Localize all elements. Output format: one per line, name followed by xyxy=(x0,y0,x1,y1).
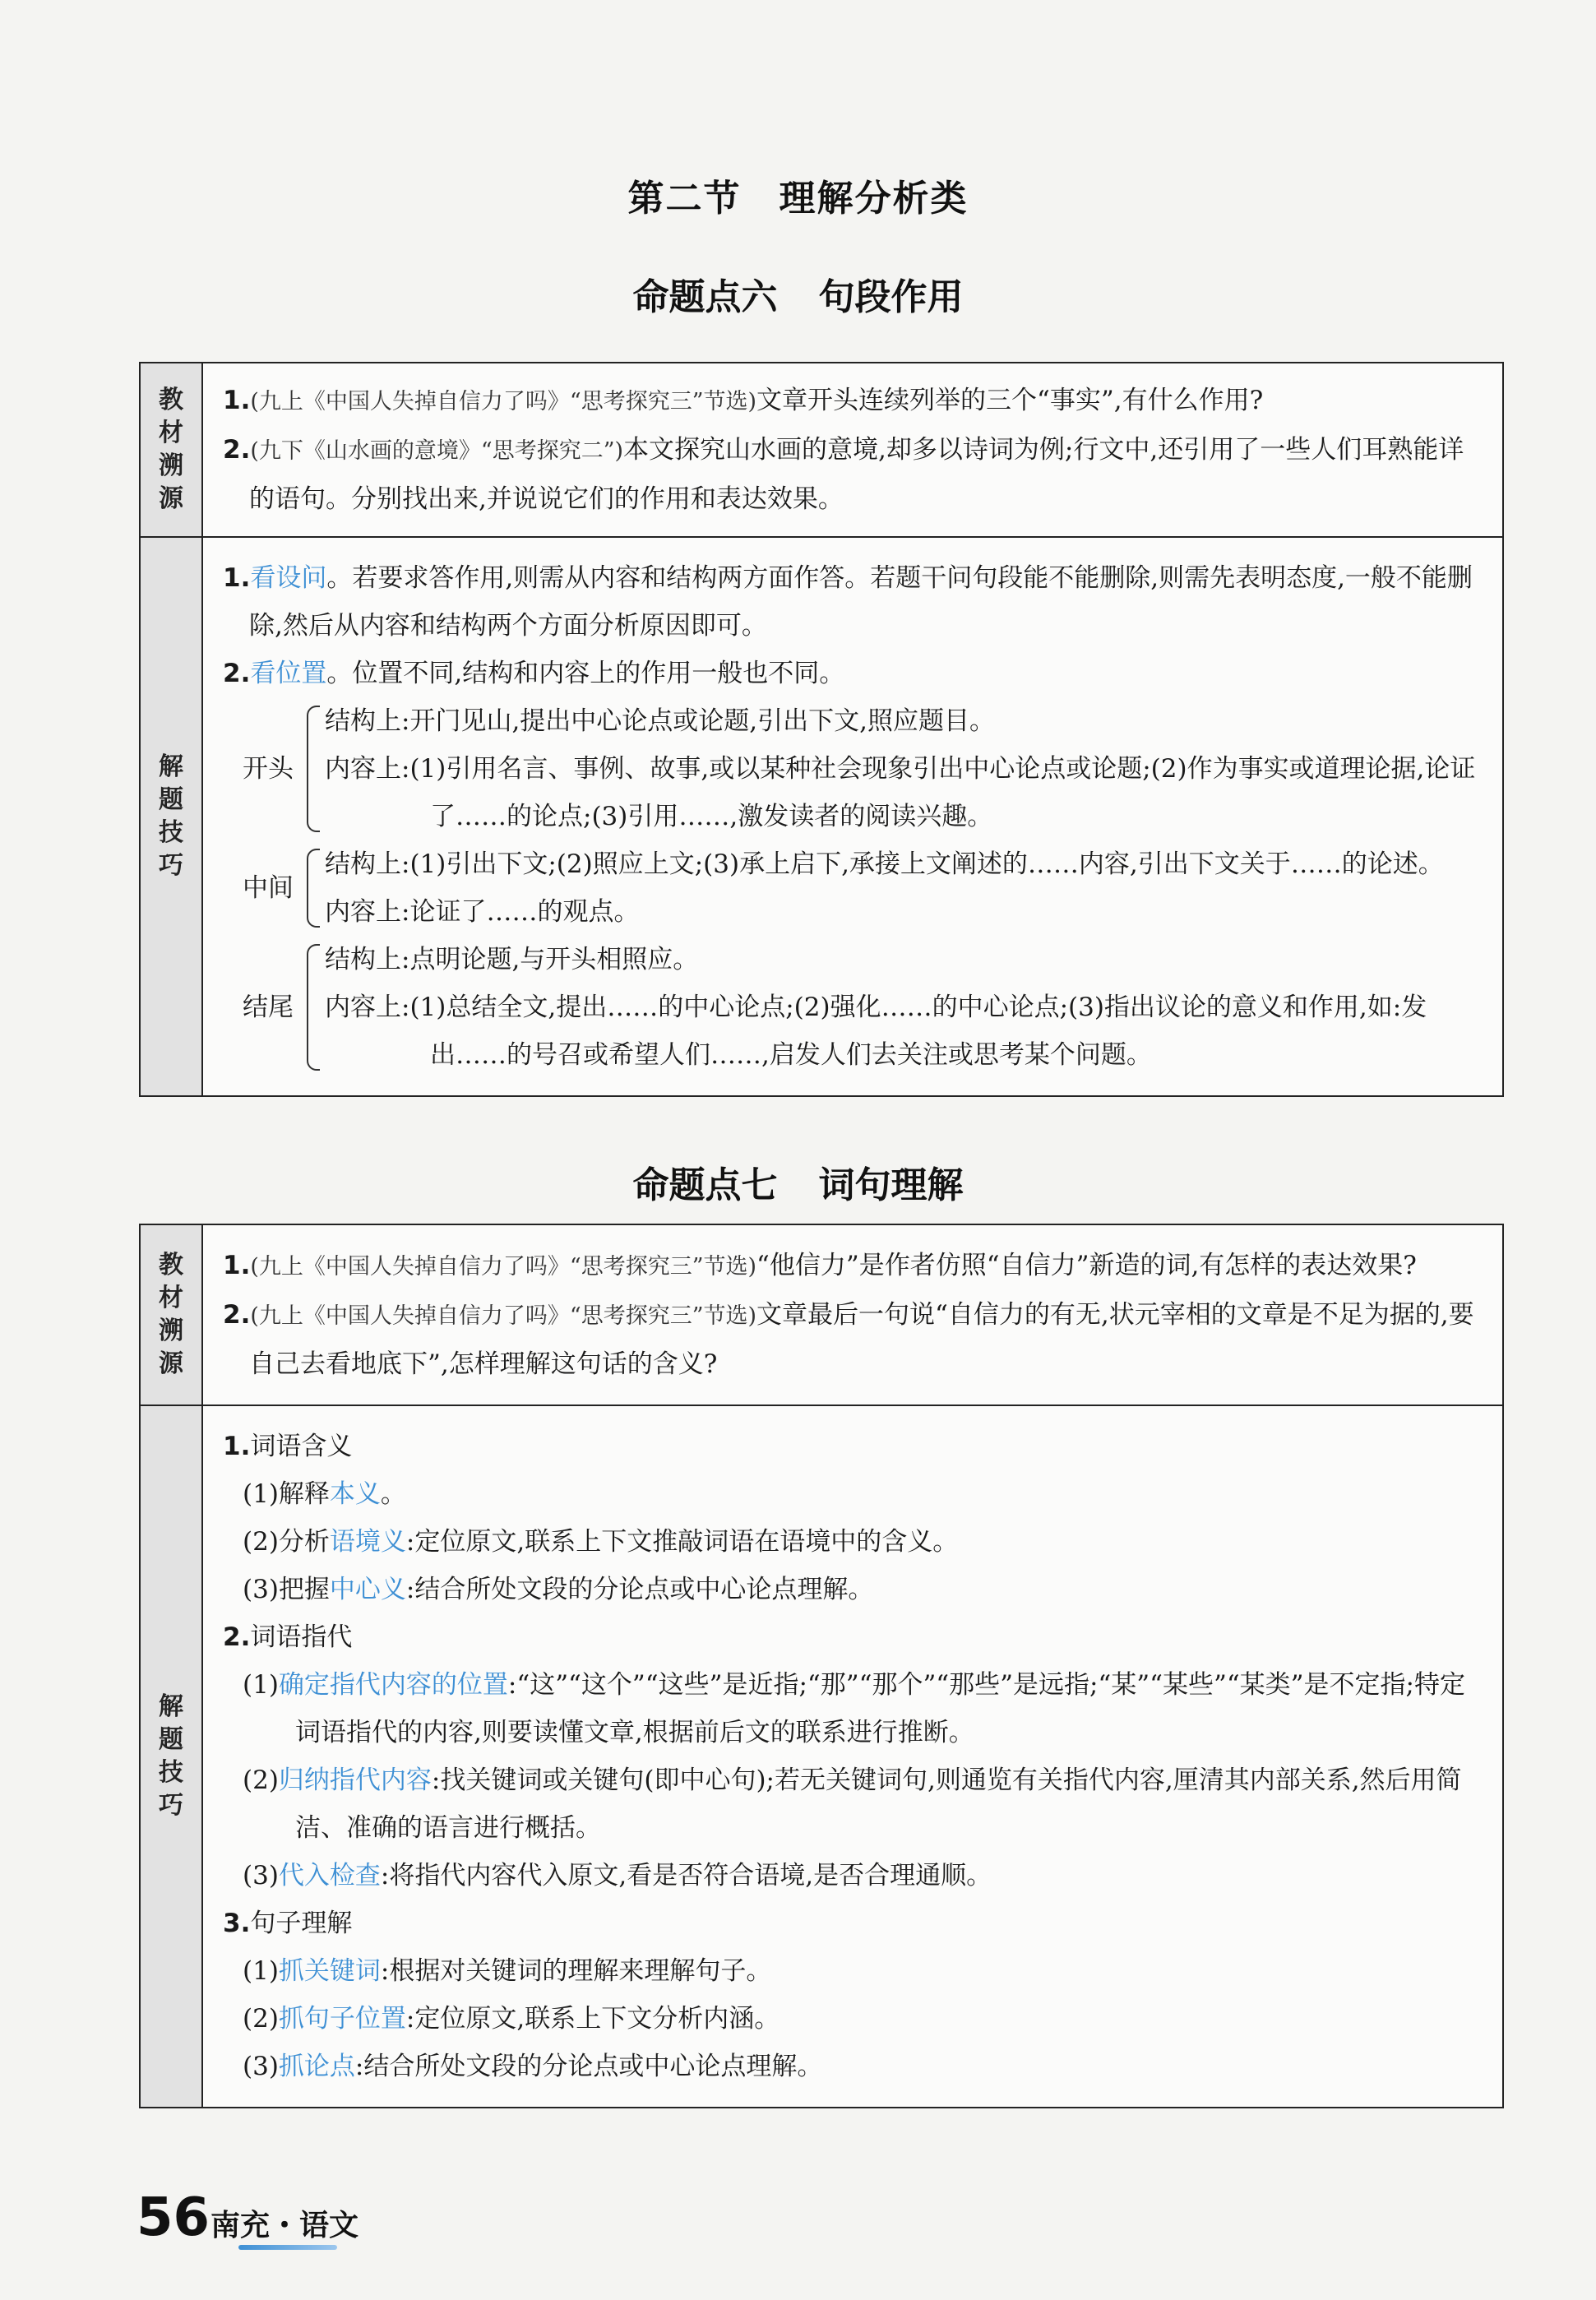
brace-item: 结构上:开门见山,提出中心论点或论题,引出下文,照应题目。 xyxy=(325,706,996,736)
list-item: (1)确定指代内容的位置:“这”“这个”“这些”是近指;“那”“那个”“那些”是远指;“某”“某些”“某类”是不定指;特定词语指代的内容,则要读懂文章,根据前后文的联系进行推断。 xyxy=(243,1670,1465,1747)
list-item: (3)代入检查:将指代内容代入原文,看是否符合语境,是否合理通顺。 xyxy=(243,1861,992,1890)
point7-title-b: 词句理解 xyxy=(818,1164,964,1206)
list-item: (1)解释本义。 xyxy=(243,1479,406,1509)
list-item: (3)把握中心义:结合所处文段的分论点或中心论点理解。 xyxy=(243,1575,874,1604)
footer-accent-line xyxy=(238,2245,337,2250)
point7-tips-label: 解题技巧 xyxy=(141,1406,203,2107)
point6-source-label: 教材溯源 xyxy=(141,363,203,536)
point7-table xyxy=(139,1224,1504,2108)
point6-title-a: 命题点六 xyxy=(632,276,778,318)
point6-tip-1: 1.看设问。若要求答作用,则需从内容和结构两方面作答。若题干问句段能不能删除,则需先表明态度,一般不能删除,然后从内容和结构两个方面分析原因即可。 xyxy=(223,563,1473,641)
point6-title-b: 句段作用 xyxy=(818,276,964,318)
list-item: (3)抓论点:结合所处文段的分论点或中心论点理解。 xyxy=(243,2052,823,2081)
brace-item: 内容上:(1)引用名言、事例、故事,或以某种社会现象引出中心论点或论题;(2)作为事实或道理论据,论证了……的论点;(3)引用……,激发读者的阅读兴趣。 xyxy=(325,754,1476,831)
list-item: (2)分析语境义:定位原文,联系上下文推敲词语在语境中的含义。 xyxy=(243,1527,959,1557)
point7-title xyxy=(0,1155,1596,1208)
point6-tips-label: 解题技巧 xyxy=(141,538,203,1095)
section-title: 第二节 理解分析类 xyxy=(627,178,969,220)
point7-title-a: 命题点七 xyxy=(632,1164,778,1206)
brace-item: 结构上:点明论题,与开头相照应。 xyxy=(325,945,699,974)
point6-source-item-1: 1.(九上《中国人失掉自信力了吗》“思考探究三”节选)文章开头连续列举的三个“事实”,有什么作用? xyxy=(223,386,1264,415)
point7-source-label: 教材溯源 xyxy=(141,1225,203,1405)
list-item: (2)归纳指代内容:找关键词或关键句(即中心句);若无关键词句,则通览有关指代内容,厘清其内部关系,然后用简洁、准确的语言进行概括。 xyxy=(243,1765,1462,1843)
brace-item: 结构上:(1)引出下文;(2)照应上文;(3)承上启下,承接上文阐述的……内容,引出下文关于……的论述。 xyxy=(325,849,1444,879)
footer-text: 南充・语文 xyxy=(210,2209,359,2242)
point6-source-row xyxy=(141,363,1502,536)
point6-title xyxy=(0,267,1596,320)
point6-table xyxy=(139,362,1504,1097)
section-heading: 1.词语含义 xyxy=(223,1432,353,1461)
brace-group-opening: 开头 结构上:开门见山,提出中心论点或论题,引出下文,照应题目。 内容上:(1)引用名言、事例、故事,或以某种社会现象引出中心论点或论题;(2)作为事实或道理论据,论证了……的论点;(3)引用……,激发读者的阅读兴趣。 xyxy=(243,697,1487,840)
point7-tips-row xyxy=(141,1405,1502,2107)
point7-source-item-1: 1.(九上《中国人失掉自信力了吗》“思考探究三”节选)“他信力”是作者仿照“自信力”新造的词,有怎样的表达效果? xyxy=(223,1251,1417,1280)
brace-group-middle: 中间 结构上:(1)引出下文;(2)照应上文;(3)承上启下,承接上文阐述的……内容,引出下文关于……的论述。 内容上:论证了……的观点。 xyxy=(243,840,1487,936)
point6-tip-2: 2.看位置。位置不同,结构和内容上的作用一般也不同。 xyxy=(223,659,845,688)
section-heading: 3.句子理解 xyxy=(223,1909,353,1938)
brace-item: 内容上:(1)总结全文,提出……的中心论点;(2)强化……的中心论点;(3)指出议论的意义和作用,如:发出……的号召或希望人们……,启发人们去关注或思考某个问题。 xyxy=(325,993,1427,1070)
brace-group-ending: 结尾 结构上:点明论题,与开头相照应。 内容上:(1)总结全文,提出……的中心论点;(2)强化……的中心论点;(3)指出议论的意义和作用,如:发出……的号召或希望人们……,启发人们去关注或思考某个问题。 xyxy=(243,936,1487,1079)
point6-source-item-2: 2.(九下《山水画的意境》“思考探究二”)本文探究山水画的意境,却多以诗词为例;行文中,还引用了一些人们耳熟能详的语句。分别找出来,并说说它们的作用和表达效果。 xyxy=(223,435,1464,514)
point7-source-item-2: 2.(九上《中国人失掉自信力了吗》“思考探究三”节选)文章最后一句说“自信力的有无,状元宰相的文章是不足为据的,要自己去看地底下”,怎样理解这句话的含义? xyxy=(223,1300,1474,1379)
point6-tips-row xyxy=(141,536,1502,1095)
list-item: (1)抓关键词:根据对关键词的理解来理解句子。 xyxy=(243,1956,772,1986)
page-number: 56 xyxy=(136,2187,210,2248)
point7-source-row xyxy=(141,1225,1502,1405)
list-item: (2)抓句子位置:定位原文,联系上下文分析内涵。 xyxy=(243,2004,780,2034)
brace-item: 内容上:论证了……的观点。 xyxy=(325,897,640,927)
section-heading: 2.词语指代 xyxy=(223,1622,353,1652)
